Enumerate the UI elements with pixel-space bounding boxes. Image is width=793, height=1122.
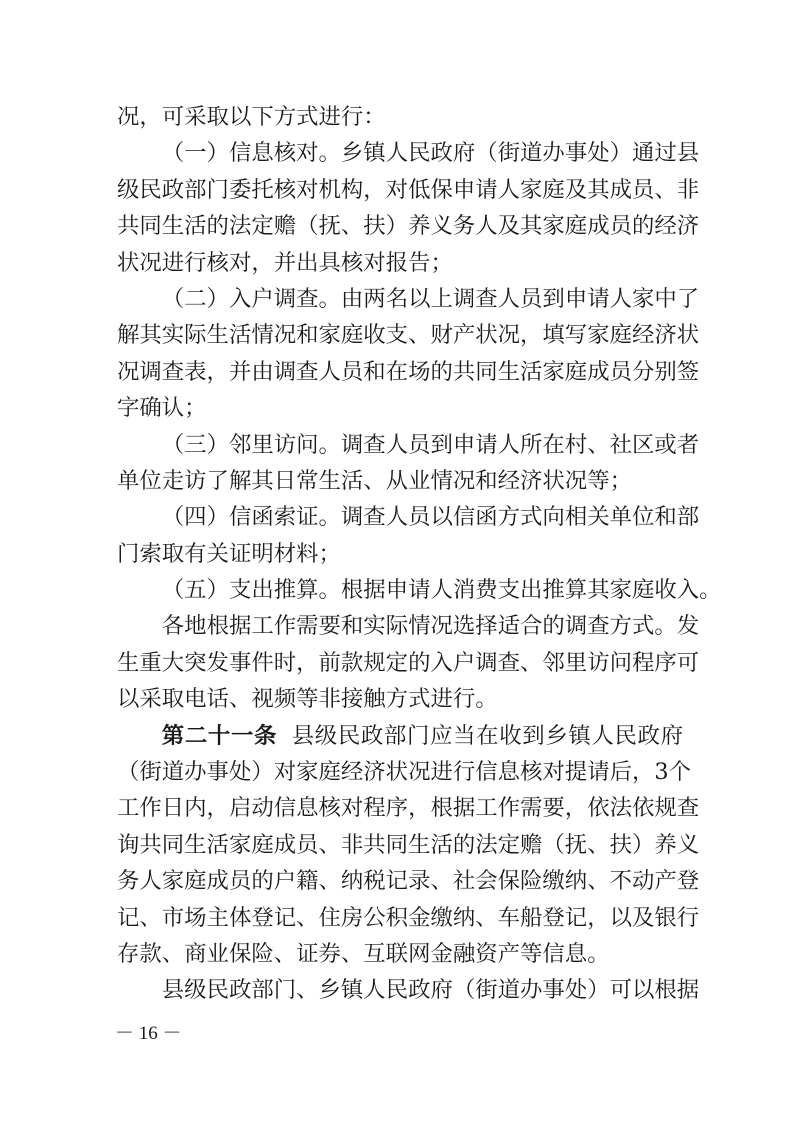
text-line: 单位走访了解其日常生活、从业情况和经济状况等； [117, 467, 632, 494]
text-line: 以采取电话、视频等非接触方式进行。 [117, 686, 498, 713]
text-line: 生重大突发事件时，前款规定的入户调查、邻里访问程序可 [117, 649, 700, 676]
text-line: （三）邻里访问。调查人员到申请人所在村、社区或者 [161, 431, 700, 458]
text-line: （五）支出推算。根据申请人消费支出推算其家庭收入。 [161, 577, 722, 604]
article-heading: 第二十一条 [161, 722, 278, 749]
text-line: 共同生活的法定赡（抚、扶）养义务人及其家庭成员的经济 [117, 213, 700, 240]
text-line: 状况进行核对，并出具核对报告； [117, 249, 453, 276]
text-line: （街道办事处）对家庭经济状况进行信息核对提请后，3个 [117, 759, 692, 786]
text-line: 务人家庭成员的户籍、纳税记录、社会保险缴纳、不动产登 [117, 868, 700, 895]
text-line: 门索取有关证明材料； [117, 540, 341, 567]
text-line: 字确认； [117, 395, 207, 422]
page-number: － 16 － [115, 1023, 182, 1044]
text-line: 县级民政部门应当在收到乡镇人民政府 [291, 722, 684, 749]
text-line: 况，可采取以下方式进行： [117, 104, 386, 130]
article-line [117, 718, 683, 754]
text-line: （四）信函索证。调查人员以信函方式向相关单位和部 [161, 504, 700, 531]
text-line: 询共同生活家庭成员、非共同生活的法定赡（抚、扶）养义 [117, 831, 700, 858]
text-line: （一）信息核对。乡镇人民政府（街道办事处）通过县 [161, 140, 700, 167]
text-line: 记、市场主体登记、住房公积金缴纳、车船登记，以及银行 [117, 904, 700, 931]
text-line: 况调查表，并由调查人员和在场的共同生活家庭成员分别签 [117, 358, 700, 385]
text-line: 存款、商业保险、证券、互联网金融资产等信息。 [117, 940, 610, 967]
text-line: 级民政部门委托核对机构，对低保申请人家庭及其成员、非 [117, 176, 700, 203]
body-text [117, 99, 722, 1009]
text-line: 各地根据工作需要和实际情况选择适合的调查方式。发 [161, 613, 700, 640]
text-line: 工作日内，启动信息核对程序，根据工作需要，依法依规查 [117, 795, 700, 822]
text-line: 解其实际生活情况和家庭收支、财产状况，填写家庭经济状 [117, 322, 700, 349]
text-line: 县级民政部门、乡镇人民政府（街道办事处）可以根据 [161, 977, 700, 1004]
text-line: （二）入户调查。由两名以上调查人员到申请人家中了 [161, 285, 700, 312]
